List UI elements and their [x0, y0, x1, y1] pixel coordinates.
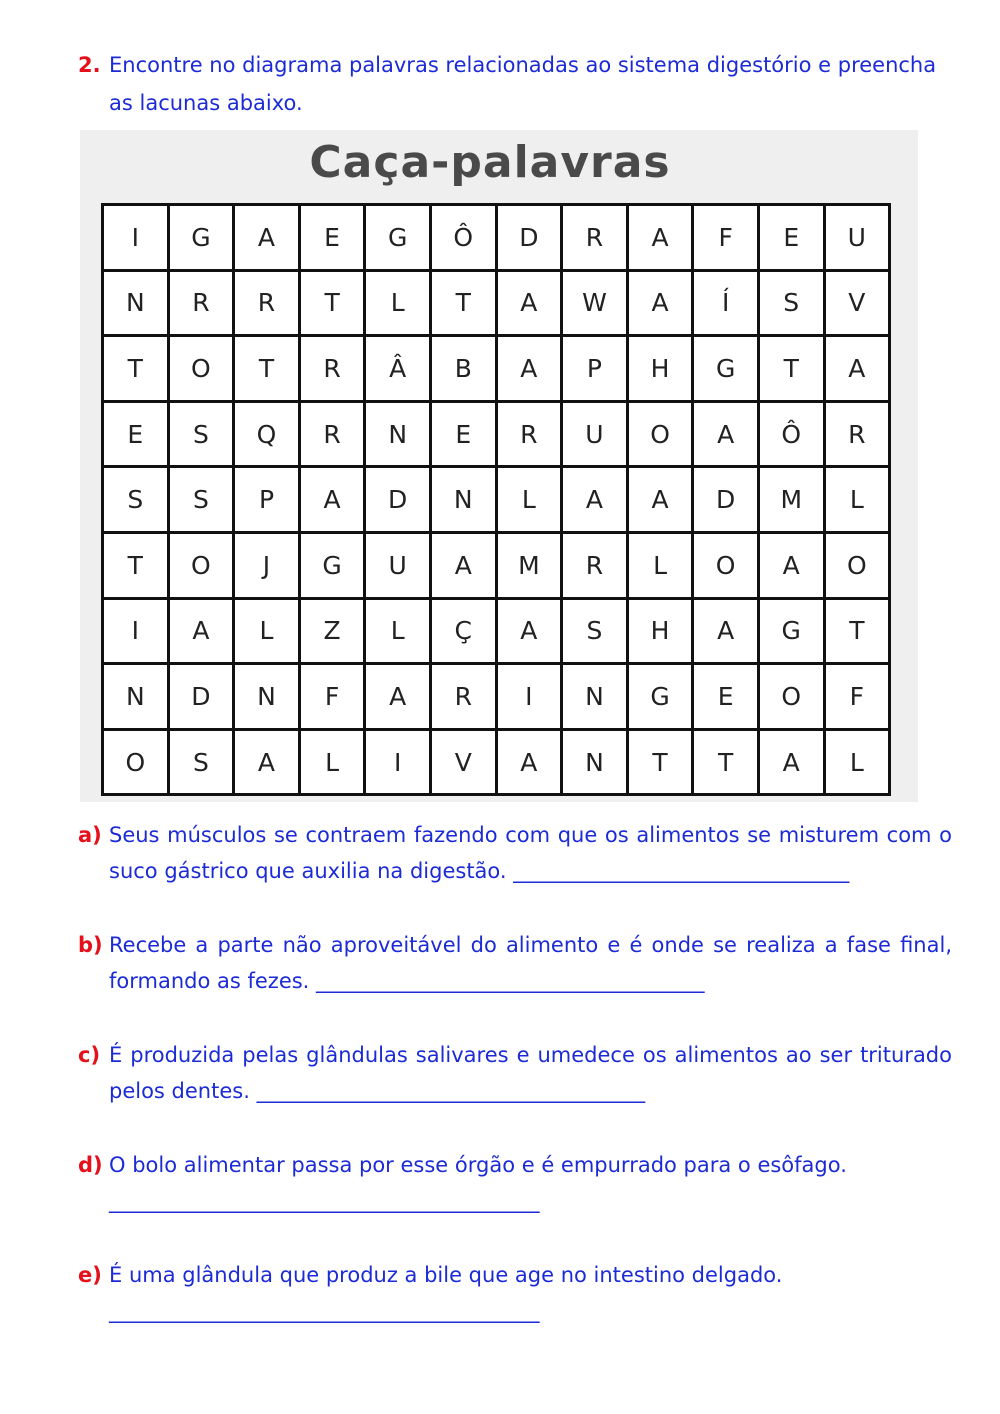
grid-cell[interactable]: S	[563, 600, 629, 666]
grid-cell[interactable]: A	[498, 337, 564, 403]
grid-cell[interactable]: A	[235, 206, 301, 272]
answer-blank[interactable]: _________________________________________	[109, 1189, 540, 1213]
grid-cell[interactable]: T	[104, 337, 170, 403]
grid-cell[interactable]: I	[104, 600, 170, 666]
grid-cell[interactable]: F	[694, 206, 760, 272]
grid-cell[interactable]: O	[760, 665, 826, 731]
grid-cell[interactable]: R	[301, 337, 367, 403]
grid-cell[interactable]: T	[301, 272, 367, 338]
grid-cell[interactable]: G	[301, 534, 367, 600]
grid-cell[interactable]: L	[301, 731, 367, 797]
grid-cell[interactable]: A	[498, 272, 564, 338]
grid-cell[interactable]: S	[170, 731, 236, 797]
grid-cell[interactable]: N	[432, 468, 498, 534]
grid-cell[interactable]: L	[498, 468, 564, 534]
grid-cell[interactable]: Â	[366, 337, 432, 403]
question-2	[78, 46, 958, 122]
grid-cell[interactable]: V	[432, 731, 498, 797]
grid-cell[interactable]: N	[235, 665, 301, 731]
item-text: Seus músculos se contraem fazendo com que os alimentos se misturem com o suco gástrico que auxilia na digestão.	[109, 823, 952, 883]
grid-cell[interactable]: O	[170, 534, 236, 600]
grid-cell[interactable]: T	[694, 731, 760, 797]
grid-cell[interactable]: A	[498, 731, 564, 797]
grid-cell[interactable]: O	[629, 403, 695, 469]
grid-cell[interactable]: N	[563, 731, 629, 797]
grid-cell[interactable]: Z	[301, 600, 367, 666]
item-text: É produzida pelas glândulas salivares e umedece os alimentos ao ser triturado pelos dentes.	[109, 1043, 952, 1103]
item-text: O bolo alimentar passa por esse órgão e é empurrado para o esôfago.	[109, 1153, 847, 1177]
grid-cell[interactable]: O	[104, 731, 170, 797]
grid-cell[interactable]: T	[235, 337, 301, 403]
grid-cell[interactable]: R	[301, 403, 367, 469]
grid-cell[interactable]: Ô	[760, 403, 826, 469]
grid-cell[interactable]: U	[826, 206, 892, 272]
grid-cell[interactable]: N	[104, 665, 170, 731]
grid-cell[interactable]: T	[760, 337, 826, 403]
grid-cell[interactable]: N	[104, 272, 170, 338]
grid-cell[interactable]: R	[432, 665, 498, 731]
item-label: b)	[78, 933, 103, 957]
grid-cell[interactable]: U	[563, 403, 629, 469]
grid-cell[interactable]: G	[760, 600, 826, 666]
grid-cell[interactable]: N	[366, 403, 432, 469]
grid-cell[interactable]: R	[563, 534, 629, 600]
grid-cell[interactable]: A	[235, 731, 301, 797]
word-search-grid	[101, 203, 891, 796]
grid-cell[interactable]: L	[826, 731, 892, 797]
grid-cell[interactable]: N	[563, 665, 629, 731]
grid-cell[interactable]: G	[366, 206, 432, 272]
grid-cell[interactable]: R	[826, 403, 892, 469]
item-e	[78, 1257, 952, 1329]
grid-cell[interactable]: R	[235, 272, 301, 338]
grid-cell[interactable]: I	[104, 206, 170, 272]
grid-cell[interactable]: A	[498, 600, 564, 666]
grid-cell[interactable]: G	[170, 206, 236, 272]
item-label: a)	[78, 823, 102, 847]
grid-cell[interactable]: D	[498, 206, 564, 272]
grid-cell[interactable]: A	[366, 665, 432, 731]
grid-cell[interactable]: R	[498, 403, 564, 469]
grid-cell[interactable]: E	[432, 403, 498, 469]
grid-cell[interactable]: D	[170, 665, 236, 731]
grid-cell[interactable]: A	[694, 403, 760, 469]
item-label: c)	[78, 1043, 101, 1067]
grid-cell[interactable]: S	[170, 468, 236, 534]
grid-cell[interactable]: L	[235, 600, 301, 666]
grid-cell[interactable]: Q	[235, 403, 301, 469]
item-d	[78, 1147, 952, 1219]
grid-cell[interactable]: I	[366, 731, 432, 797]
grid-cell[interactable]: A	[301, 468, 367, 534]
grid-cell[interactable]: A	[629, 272, 695, 338]
grid-cell[interactable]: H	[629, 337, 695, 403]
grid-cell[interactable]: D	[366, 468, 432, 534]
grid-cell[interactable]: A	[629, 468, 695, 534]
grid-cell[interactable]: A	[629, 206, 695, 272]
grid-cell[interactable]: O	[826, 534, 892, 600]
grid-cell[interactable]: R	[170, 272, 236, 338]
item-b	[78, 927, 952, 999]
item-a	[78, 817, 952, 889]
grid-cell[interactable]: L	[366, 272, 432, 338]
grid-cell[interactable]: S	[170, 403, 236, 469]
grid-cell[interactable]: A	[826, 337, 892, 403]
grid-cell[interactable]: D	[694, 468, 760, 534]
grid-cell[interactable]: W	[563, 272, 629, 338]
grid-cell[interactable]: M	[760, 468, 826, 534]
grid-cell[interactable]: E	[301, 206, 367, 272]
grid-cell[interactable]: T	[104, 534, 170, 600]
grid-cell[interactable]: A	[760, 731, 826, 797]
grid-cell[interactable]: V	[826, 272, 892, 338]
grid-cell[interactable]: Ç	[432, 600, 498, 666]
grid-cell[interactable]: Ô	[432, 206, 498, 272]
grid-cell[interactable]: I	[498, 665, 564, 731]
question-text: Encontre no diagrama palavras relacionadas ao sistema digestório e preencha as lacunas abaixo.	[109, 53, 937, 115]
grid-cell[interactable]: H	[629, 600, 695, 666]
grid-cell[interactable]: G	[694, 337, 760, 403]
item-text: Recebe a parte não aproveitável do alimento e é onde se realiza a fase final, formando as fezes.	[109, 933, 952, 993]
grid-cell[interactable]: G	[629, 665, 695, 731]
grid-cell[interactable]: S	[760, 272, 826, 338]
grid-cell[interactable]: O	[170, 337, 236, 403]
grid-cell[interactable]: J	[235, 534, 301, 600]
answer-blank[interactable]: _____________________________________	[256, 1079, 646, 1103]
grid-cell[interactable]: L	[826, 468, 892, 534]
grid-cell[interactable]: T	[432, 272, 498, 338]
answer-blank[interactable]: _________________________________________	[109, 1299, 540, 1323]
item-text: É uma glândula que produz a bile que age no intestino delgado.	[109, 1263, 783, 1287]
grid-cell[interactable]: E	[104, 403, 170, 469]
grid-cell[interactable]: A	[432, 534, 498, 600]
grid-cell[interactable]: F	[826, 665, 892, 731]
grid-cell[interactable]: M	[498, 534, 564, 600]
grid-cell[interactable]: T	[826, 600, 892, 666]
grid-cell[interactable]: S	[104, 468, 170, 534]
grid-cell[interactable]: U	[366, 534, 432, 600]
grid-cell[interactable]: A	[563, 468, 629, 534]
grid-cell[interactable]: L	[366, 600, 432, 666]
grid-cell[interactable]: A	[694, 600, 760, 666]
item-c	[78, 1037, 952, 1109]
puzzle-title: Caça-palavras	[309, 137, 671, 188]
question-number: 2.	[78, 53, 101, 77]
answer-blank[interactable]: ________________________________	[513, 859, 850, 883]
grid-cell[interactable]: E	[694, 665, 760, 731]
grid-cell[interactable]: O	[694, 534, 760, 600]
grid-cell[interactable]: T	[629, 731, 695, 797]
grid-cell[interactable]: A	[170, 600, 236, 666]
grid-cell[interactable]: F	[301, 665, 367, 731]
answer-blank[interactable]: _____________________________________	[316, 969, 705, 993]
grid-cell[interactable]: Í	[694, 272, 760, 338]
grid-cell[interactable]: A	[760, 534, 826, 600]
grid-cell[interactable]: L	[629, 534, 695, 600]
item-label: e)	[78, 1263, 102, 1287]
item-label: d)	[78, 1153, 103, 1177]
grid-cell[interactable]: P	[235, 468, 301, 534]
grid-cell[interactable]: B	[432, 337, 498, 403]
grid-cell[interactable]: E	[760, 206, 826, 272]
grid-cell[interactable]: P	[563, 337, 629, 403]
grid-cell[interactable]: R	[563, 206, 629, 272]
